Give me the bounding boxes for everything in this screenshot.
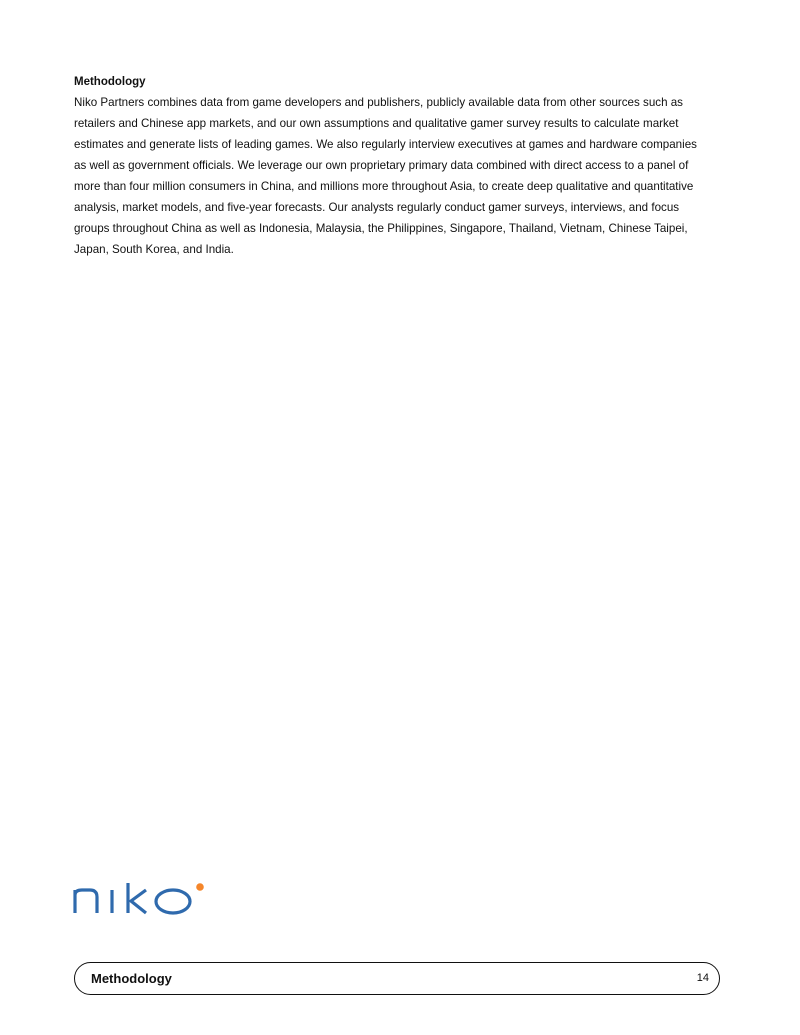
paragraph-line: Japan, South Korea, and India. [74,243,234,256]
paragraph-line: Niko Partners combines data from game developers and publishers, publicly available data from other sources such as [74,96,683,109]
footer-bar [74,962,720,995]
paragraph-line: estimates and generate lists of leading games. We also regularly interview executives at games and hardware companies [74,138,697,151]
section-heading: Methodology [74,76,146,88]
paragraph-line: retailers and Chinese app markets, and our own assumptions and qualitative gamer survey results to calculate market [74,117,679,130]
paragraph-line: more than four million consumers in China, and millions more throughout Asia, to create deep qualitative and quantitative [74,180,694,193]
paragraph-line: as well as government officials. We leverage our own proprietary primary data combined with direct access to a panel of [74,159,689,172]
page-number: 14 [696,972,709,984]
paragraph-line: groups throughout China as well as Indonesia, Malaysia, the Philippines, Singapore, Thailand, Vietnam, Chinese Taipei, [74,222,688,235]
methodology-paragraph [74,92,734,260]
paragraph-line: analysis, market models, and five-year forecasts. Our analysts regularly conduct gamer surveys, interviews, and focus [74,201,680,214]
footer-section-title: Methodology [91,971,172,986]
niko-logo [72,880,212,916]
